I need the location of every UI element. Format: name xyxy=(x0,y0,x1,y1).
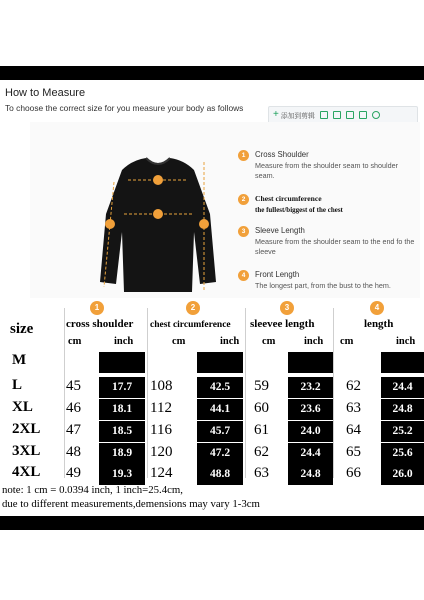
step-title: Cross Shoulder xyxy=(255,150,309,159)
step-number: 1 xyxy=(238,150,249,161)
table-cell-inch xyxy=(288,352,333,373)
table-cell-inch: 23.2 xyxy=(288,377,333,398)
size-chart-image xyxy=(0,80,424,516)
table-cell-cm: 116 xyxy=(150,422,172,438)
table-cell-inch: 24.0 xyxy=(288,421,333,442)
table-cell-cm: 112 xyxy=(150,400,172,416)
sweater-illustration xyxy=(60,122,260,302)
table-cell-inch: 24.8 xyxy=(288,464,333,485)
unit-cm: cm xyxy=(172,336,186,347)
table-cell-cm: 124 xyxy=(150,465,173,481)
size-label: 2XL xyxy=(12,421,41,437)
table-cell-cm: 47 xyxy=(66,422,81,438)
col-divider xyxy=(333,308,334,478)
plus-icon: + xyxy=(273,109,279,120)
table-cell-inch: 25.6 xyxy=(381,443,424,464)
page-subtitle: To choose the correct size for you measure your body as follows xyxy=(5,103,244,113)
unit-cm: cm xyxy=(68,336,82,347)
step-title: Sleeve Length xyxy=(255,226,305,235)
note-conversion: note: 1 cm = 0.0394 inch, 1 inch=25.4cm, xyxy=(2,484,184,496)
size-label: M xyxy=(12,352,27,368)
table-cell-cm: 63 xyxy=(254,465,269,481)
table-cell-inch: 18.5 xyxy=(99,421,145,442)
table-cell-inch: 48.8 xyxy=(197,464,243,485)
size-header: size xyxy=(10,321,34,337)
step-title: Chest circumference xyxy=(255,194,322,203)
unit-cm: cm xyxy=(262,336,276,347)
table-cell-inch: 19.3 xyxy=(99,464,145,485)
unit-cm: cm xyxy=(340,336,354,347)
group-badge: 3 xyxy=(280,301,294,315)
top-black-band xyxy=(0,66,424,80)
step-desc: The longest part, from the bust to the hem. xyxy=(255,281,391,290)
table-cell-cm: 65 xyxy=(346,444,361,460)
step-number: 2 xyxy=(238,194,249,205)
table-cell-cm: 108 xyxy=(150,378,173,394)
group-badge: 4 xyxy=(370,301,384,315)
table-cell-cm: 120 xyxy=(150,444,173,460)
page-title: How to Measure xyxy=(5,87,86,99)
group-label-chest: chest circumference xyxy=(150,320,231,330)
table-cell-cm: 62 xyxy=(254,444,269,460)
table-cell-inch: 17.7 xyxy=(99,377,145,398)
col-divider xyxy=(245,308,246,478)
table-cell-inch: 24.4 xyxy=(288,443,333,464)
group-label-cross-shoulder: cross shoulder xyxy=(66,318,134,330)
table-cell-cm: 62 xyxy=(346,378,361,394)
table-cell-inch: 42.5 xyxy=(197,377,243,398)
step-desc: Measure from the shoulder seam to shoulder seam. xyxy=(255,161,399,180)
table-cell-inch xyxy=(197,352,243,373)
size-label: 4XL xyxy=(12,464,41,480)
add-to-clip-button[interactable] xyxy=(269,110,315,120)
size-table xyxy=(0,298,424,481)
table-cell-cm: 49 xyxy=(66,465,81,481)
table-cell-cm: 46 xyxy=(66,400,81,416)
step-desc: the fullest/biggest of the chest xyxy=(255,206,343,214)
table-cell-inch: 25.2 xyxy=(381,421,424,442)
step-title: Front Length xyxy=(255,270,300,279)
group-badge: 2 xyxy=(186,301,200,315)
table-cell-cm: 45 xyxy=(66,378,81,394)
settings-icon[interactable] xyxy=(372,111,380,119)
note-variance: due to different measurements,demensions may vary 1-3cm xyxy=(2,498,260,510)
size-label: XL xyxy=(12,399,33,415)
unit-inch: inch xyxy=(304,336,324,347)
crop-icon[interactable] xyxy=(333,111,341,119)
table-cell-cm: 59 xyxy=(254,378,269,394)
col-divider xyxy=(64,308,65,478)
unit-inch: inch xyxy=(396,336,416,347)
table-cell-cm: 64 xyxy=(346,422,361,438)
step-number: 4 xyxy=(238,270,249,281)
table-cell-inch: 47.2 xyxy=(197,443,243,464)
table-cell-inch: 24.4 xyxy=(381,377,424,398)
group-badge: 1 xyxy=(90,301,104,315)
size-label: L xyxy=(12,377,23,393)
table-cell-inch: 23.6 xyxy=(288,399,333,420)
table-cell-inch xyxy=(99,352,145,373)
group-label-length: length xyxy=(364,318,394,330)
table-cell-inch: 18.9 xyxy=(99,443,145,464)
table-cell-inch: 18.1 xyxy=(99,399,145,420)
save-icon[interactable] xyxy=(346,111,354,119)
table-cell-cm: 66 xyxy=(346,465,361,481)
group-label-sleeve: sleevee length xyxy=(250,318,315,330)
step-number: 3 xyxy=(238,226,249,237)
table-cell-inch: 26.0 xyxy=(381,464,424,485)
table-cell-cm: 60 xyxy=(254,400,269,416)
table-cell-inch: 45.7 xyxy=(197,421,243,442)
image-icon[interactable] xyxy=(320,111,328,119)
table-cell-cm: 61 xyxy=(254,422,269,438)
table-cell-cm: 48 xyxy=(66,444,81,460)
unit-inch: inch xyxy=(220,336,240,347)
size-label: 3XL xyxy=(12,443,41,459)
col-divider xyxy=(147,308,148,478)
add-to-clip-label: 添加到剪辑 xyxy=(280,113,315,120)
copy-icon[interactable] xyxy=(359,111,367,119)
table-cell-inch: 24.8 xyxy=(381,399,424,420)
table-cell-cm: 63 xyxy=(346,400,361,416)
table-cell-inch: 44.1 xyxy=(197,399,243,420)
step-desc: Measure from the shoulder seam to the end fo the sleeve xyxy=(255,237,415,256)
table-cell-inch xyxy=(381,352,424,373)
unit-inch: inch xyxy=(114,336,134,347)
bottom-black-band xyxy=(0,516,424,530)
